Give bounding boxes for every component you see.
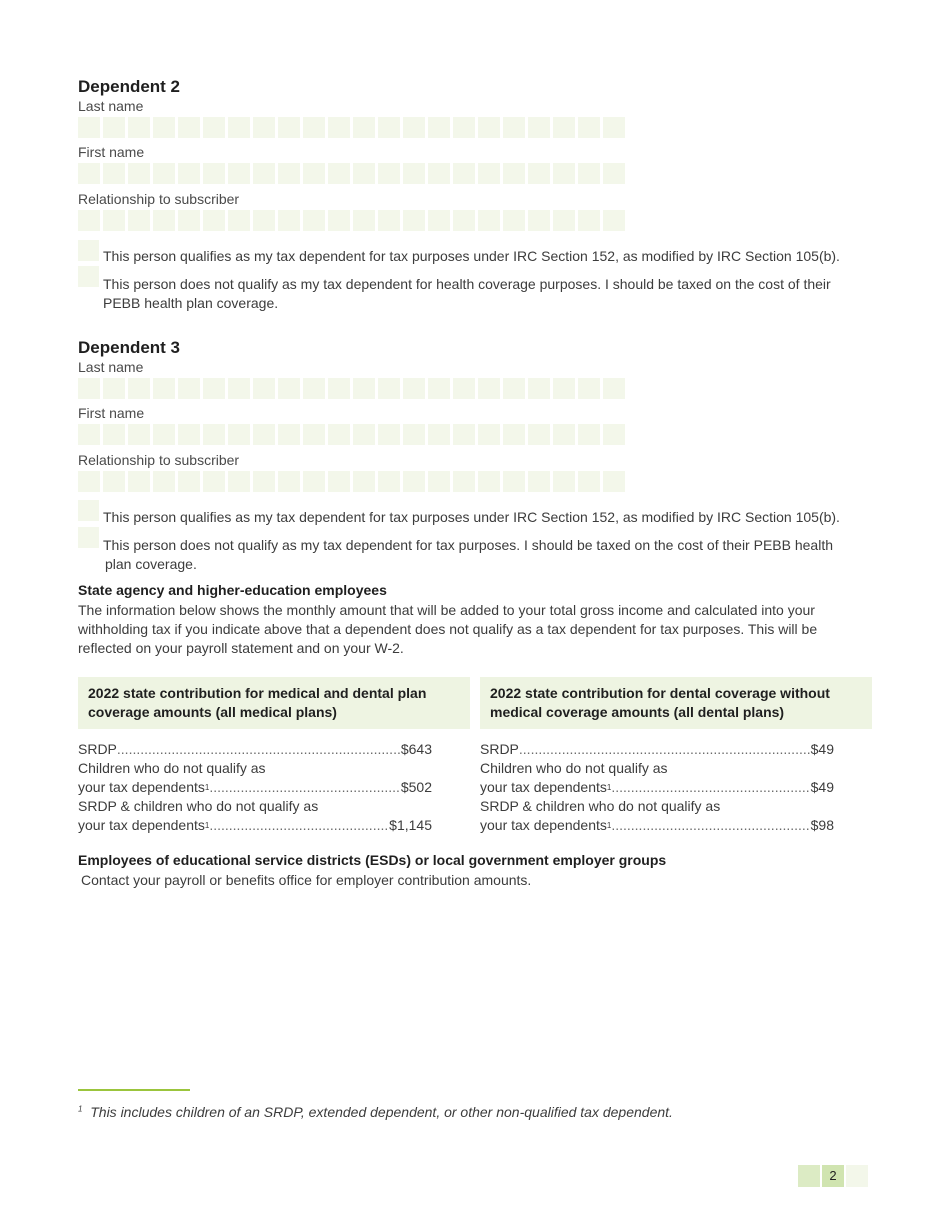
dental-srdp-row xyxy=(480,740,834,759)
dental-children-label-line2: your tax dependents xyxy=(480,779,607,795)
footnote-ref: 1 xyxy=(204,821,210,830)
dependent-2-last-name-input[interactable] xyxy=(78,117,625,138)
dental-both-label-row xyxy=(480,797,834,816)
footnote-ref: 1 xyxy=(606,821,612,830)
dependent-3-first-name-label: First name xyxy=(78,405,145,421)
medical-children-amount: $502 xyxy=(400,779,432,795)
footnote-ref: 1 xyxy=(204,783,210,792)
medical-both-label-line1: SRDP & children who do not qualify as xyxy=(78,798,319,814)
footnote-marker: 1 xyxy=(78,1104,83,1114)
medical-table-body xyxy=(78,740,432,835)
footnote-text: This includes children of an SRDP, extended dependent, or other non-qualified tax dependent. xyxy=(90,1104,673,1120)
state-section-text-line1: The information below shows the monthly amount that will be added to your total gross income and calculated into your xyxy=(78,602,815,618)
footnote xyxy=(78,1104,673,1120)
page-number: 2 xyxy=(822,1165,844,1187)
dental-both-label-line1: SRDP & children who do not qualify as xyxy=(480,798,721,814)
dependent-3-not-qualify-text-line2: plan coverage. xyxy=(105,556,197,572)
dependent-3-last-name-label: Last name xyxy=(78,359,144,375)
dependent-3-relationship-label: Relationship to subscriber xyxy=(78,452,240,468)
medical-children-label-row xyxy=(78,759,432,778)
page-number-accent-left xyxy=(798,1165,820,1187)
dental-table-body xyxy=(480,740,834,835)
dependent-3-not-qualify-checkbox[interactable] xyxy=(78,527,99,548)
medical-srdp-label: SRDP xyxy=(78,741,117,757)
dependent-2-relationship-input[interactable] xyxy=(78,210,625,231)
dependent-2-first-name-input[interactable] xyxy=(78,163,625,184)
medical-both-amount: $1,145 xyxy=(389,817,432,833)
dental-table-header-line2: medical coverage amounts (all dental plans) xyxy=(490,704,785,720)
dental-srdp-label: SRDP xyxy=(480,741,519,757)
dependent-3-first-name-input[interactable] xyxy=(78,424,625,445)
medical-table-header xyxy=(78,677,470,729)
medical-both-label-line2: your tax dependents xyxy=(78,817,205,833)
dependent-2-heading: Dependent 2 xyxy=(78,77,181,96)
state-section-title: State agency and higher-education employees xyxy=(78,582,387,598)
dependent-3-heading: Dependent 3 xyxy=(78,338,181,357)
medical-children-label-line2: your tax dependents xyxy=(78,779,205,795)
page-number-accent-right xyxy=(846,1165,868,1187)
dental-srdp-amount: $49 xyxy=(810,741,834,757)
dependent-2-last-name-label: Last name xyxy=(78,98,144,114)
dental-children-label-line1: Children who do not qualify as xyxy=(480,760,668,776)
esd-section-text: Contact your payroll or benefits office for employer contribution amounts. xyxy=(81,872,532,888)
medical-table-header-line1: 2022 state contribution for medical and dental plan xyxy=(88,685,427,701)
dependent-2-not-qualify-text-line1: This person does not qualify as my tax dependent for health coverage purposes. I should be taxed on the cost of their xyxy=(103,276,831,292)
medical-both-row xyxy=(78,816,432,835)
medical-srdp-row xyxy=(78,740,432,759)
state-section-text-line3: reflected on your payroll statement and on your W-2. xyxy=(78,640,404,656)
dependent-3-qualifies-checkbox[interactable] xyxy=(78,500,99,521)
medical-both-label-row xyxy=(78,797,432,816)
dental-both-amount: $98 xyxy=(810,817,834,833)
medical-children-row xyxy=(78,778,432,797)
footnote-ref: 1 xyxy=(606,783,612,792)
dependent-2-relationship-label: Relationship to subscriber xyxy=(78,191,240,207)
esd-section-title: Employees of educational service districts (ESDs) or local government employer groups xyxy=(78,852,667,868)
dependent-3-last-name-input[interactable] xyxy=(78,378,625,399)
dependent-3-not-qualify-text-line1: This person does not qualify as my tax dependent for tax purposes. I should be taxed on the cost of their PEBB health xyxy=(103,537,833,553)
dental-table-header-line1: 2022 state contribution for dental coverage without xyxy=(490,685,830,701)
dental-both-row xyxy=(480,816,834,835)
dependent-2-qualifies-checkbox[interactable] xyxy=(78,240,99,261)
state-section-text-line2: withholding tax if you indicate above that a dependent does not qualify as a tax dependent for tax purposes. This will be xyxy=(78,621,818,637)
dental-table-header xyxy=(480,677,872,729)
dependent-2-first-name-label: First name xyxy=(78,144,145,160)
medical-table-header-line2: coverage amounts (all medical plans) xyxy=(88,704,337,720)
dependent-2-not-qualify-text-line2: PEBB health plan coverage. xyxy=(103,295,279,311)
dependent-3-relationship-input[interactable] xyxy=(78,471,625,492)
dependent-3-qualifies-text: This person qualifies as my tax dependent for tax purposes under IRC Section 152, as modified by IRC Section 105(b). xyxy=(103,509,840,525)
medical-srdp-amount: $643 xyxy=(400,741,432,757)
dependent-2-not-qualify-checkbox[interactable] xyxy=(78,266,99,287)
dental-both-label-line2: your tax dependents xyxy=(480,817,607,833)
footnote-divider xyxy=(78,1089,190,1091)
dental-children-amount: $49 xyxy=(810,779,834,795)
dental-children-label-row xyxy=(480,759,834,778)
dependent-2-qualifies-text: This person qualifies as my tax dependent for tax purposes under IRC Section 152, as modified by IRC Section 105(b). xyxy=(103,248,840,264)
medical-children-label-line1: Children who do not qualify as xyxy=(78,760,266,776)
dental-children-row xyxy=(480,778,834,797)
